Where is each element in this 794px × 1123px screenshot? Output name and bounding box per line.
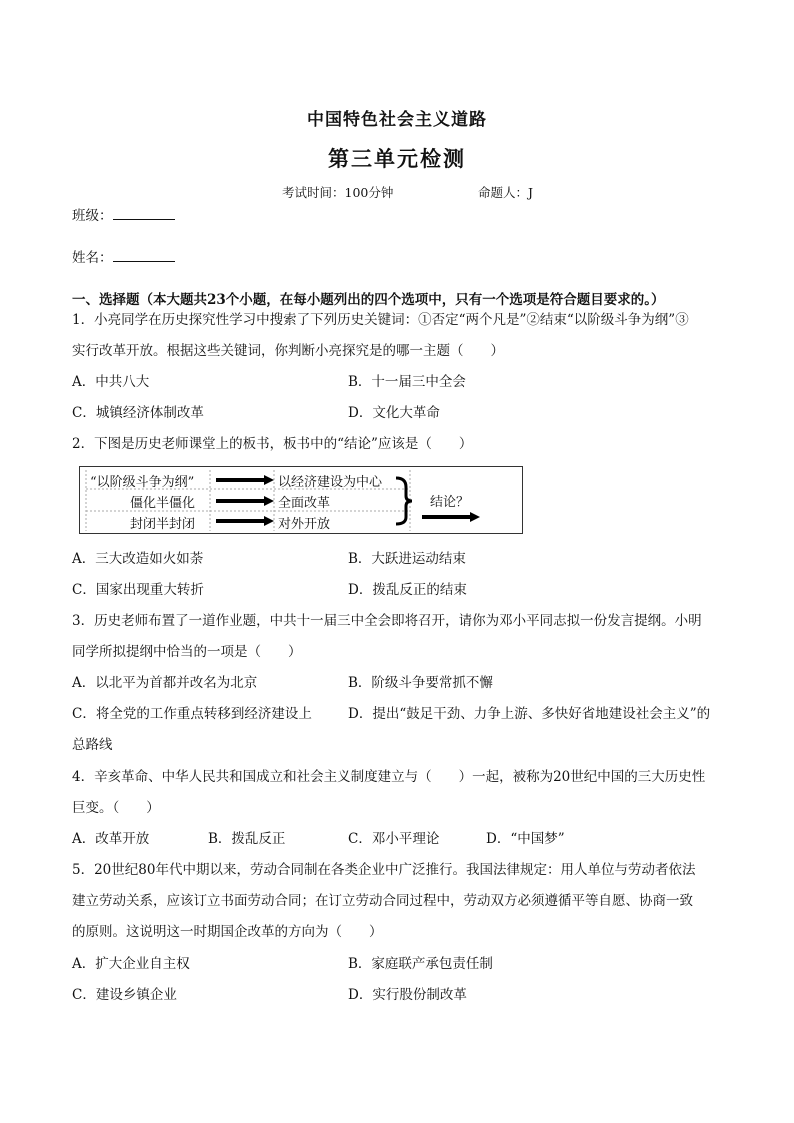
question-4-options xyxy=(72,824,732,855)
arrow-icon xyxy=(216,516,274,526)
question-3 xyxy=(72,606,724,668)
exam-time: 考试时间：100分钟 xyxy=(282,185,394,200)
diagram-right-item: 全面改革 xyxy=(278,496,331,511)
question-text-line: 的原则。这说明这一时期国企改革的方向为（ ） xyxy=(72,924,383,940)
class-field xyxy=(72,204,175,224)
question-2-options xyxy=(72,544,732,606)
question-5-options xyxy=(72,949,732,1011)
page-subtitle: 中国特色社会主义道路 xyxy=(307,110,487,130)
option-b: B．大跃进运动结束 xyxy=(348,551,466,567)
option-d: D．“中国梦” xyxy=(486,831,565,847)
option-d-continuation: 总路线 xyxy=(72,737,113,753)
diagram-right-item: 对外开放 xyxy=(278,517,331,532)
question-text-line: 4．辛亥革命、中华人民共和国成立和社会主义制度建立与（ ）一起，被称为20世纪中国的三大历史性 xyxy=(72,769,706,785)
question-2 xyxy=(72,429,724,460)
arrow-icon xyxy=(216,496,274,506)
conclusion-arrow-icon xyxy=(422,512,480,522)
question-text-line: 2．下图是历史老师课堂上的板书，板书中的“结论”应该是（ ） xyxy=(72,436,473,452)
class-label: 班级： xyxy=(72,208,113,224)
question-text-line: 5．20世纪80年代中期以来，劳动合同制在各类企业中广泛推行。我国法律规定：用人单位与劳动者依法 xyxy=(72,862,696,878)
question-text-line: 3．历史老师布置了一道作业题，中共十一届三中全会即将召开，请你为邓小平同志拟一份发言提纲。小明 xyxy=(72,613,702,629)
question-text-line: 同学所拟提纲中恰当的一项是（ ） xyxy=(72,644,302,660)
option-b: B．阶级斗争要常抓不懈 xyxy=(348,675,493,691)
option-c: C．城镇经济体制改革 xyxy=(72,405,204,421)
section-title: 一、选择题（本大题共23个小题，在每小题列出的四个选项中，只有一个选项是符合题目要求的。） xyxy=(72,292,665,308)
diagram-conclusion: 结论？ xyxy=(430,495,470,510)
option-b: B．拨乱反正 xyxy=(208,831,286,847)
option-a: A．三大改造如火如荼 xyxy=(72,551,204,567)
brace-icon xyxy=(396,478,412,524)
option-a: A．改革开放 xyxy=(72,831,150,847)
question-text-line: 实行改革开放。根据这些关键词，你判断小亮探究是的哪一主题（ ） xyxy=(72,343,504,359)
question-text-line: 巨变。（ ） xyxy=(72,800,160,816)
question-text-line: 1．小亮同学在历史探究性学习中搜索了下列历史关键词：①否定“两个凡是”②结束“以阶级斗争为纲”③ xyxy=(72,312,689,328)
option-b: B．家庭联产承包责任制 xyxy=(348,956,493,972)
name-label: 姓名： xyxy=(72,250,113,266)
arrow-icon xyxy=(216,475,274,485)
option-d: D．提出“鼓足干劲、力争上游、多快好省地建设社会主义”的 xyxy=(348,706,711,722)
option-a: A．以北平为首都并改名为北京 xyxy=(72,675,258,691)
option-c: C．建设乡镇企业 xyxy=(72,987,177,1003)
question-3-options xyxy=(72,668,732,761)
question-1-options xyxy=(72,367,732,429)
diagram-right-item: 以经济建设为中心 xyxy=(278,475,383,490)
option-b: B．十一届三中全会 xyxy=(348,374,466,390)
option-d: D．文化大革命 xyxy=(348,405,440,421)
option-c: C．将全党的工作重点转移到经济建设上 xyxy=(72,706,312,722)
class-blank xyxy=(113,206,175,220)
page-title: 第三单元检测 xyxy=(328,147,466,171)
diagram-left-item: 封闭半封闭 xyxy=(130,517,196,532)
exam-author: 命题人：J xyxy=(478,185,534,200)
option-d: D．拨乱反正的结束 xyxy=(348,582,467,598)
question-4 xyxy=(72,762,724,824)
option-d: D．实行股份制改革 xyxy=(348,987,467,1003)
option-c: C．国家出现重大转折 xyxy=(72,582,204,598)
diagram-left-item: 僵化半僵化 xyxy=(130,496,196,511)
name-field xyxy=(72,246,175,266)
question-1 xyxy=(72,305,724,367)
name-blank xyxy=(113,248,175,262)
blackboard-diagram xyxy=(79,466,523,534)
diagram-left-item: “以阶级斗争为纲” xyxy=(90,475,195,490)
question-text-line: 建立劳动关系，应该订立书面劳动合同；在订立劳动合同过程中，劳动双方必须遵循平等自愿、协商一致 xyxy=(72,893,693,909)
option-c: C．邓小平理论 xyxy=(348,831,440,847)
option-a: A．中共八大 xyxy=(72,374,150,390)
question-5 xyxy=(72,855,724,948)
option-a: A．扩大企业自主权 xyxy=(72,956,190,972)
